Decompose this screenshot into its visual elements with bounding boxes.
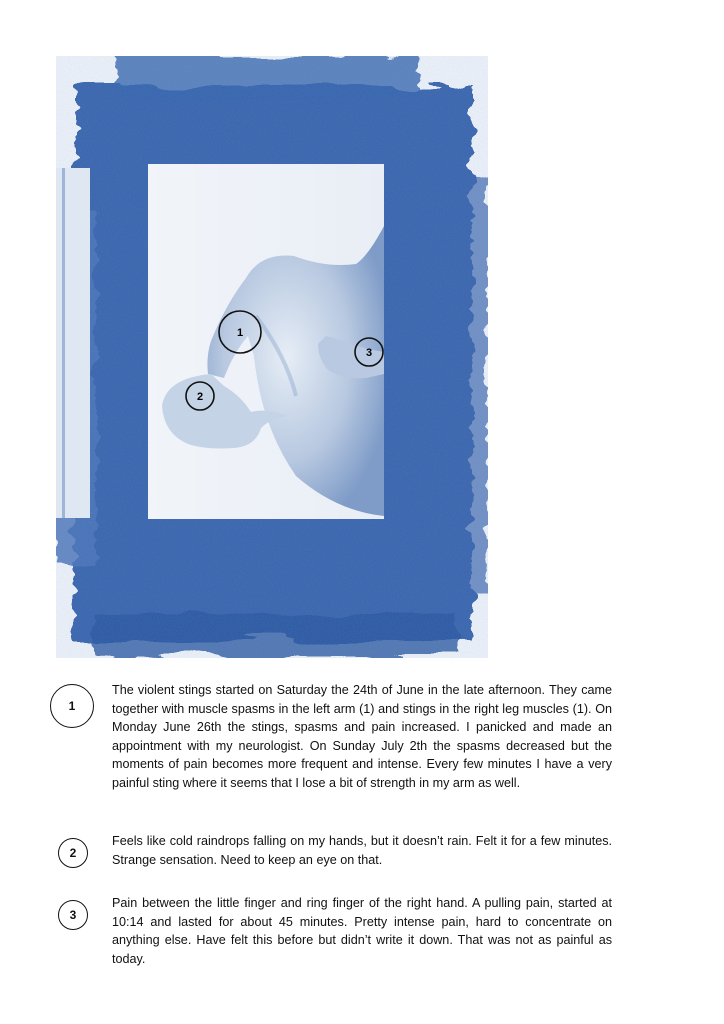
- marker-3: [355, 338, 383, 366]
- marker-2: [186, 382, 214, 410]
- marker-1: [219, 311, 261, 353]
- note-3-text: Pain between the little finger and ring finger of the right hand. A pulling pain, started at 10:14 and lasted for about 45 minutes. Pretty intense pain, hard to concentrate on anything else. Have felt this before but didn’t write it down. That was not as painful as today.: [112, 896, 612, 966]
- note-2-badge: 2: [58, 838, 88, 868]
- marker-3-label: 3: [365, 347, 373, 359]
- note-2-text: Feels like cold raindrops falling on my hands, but it doesn’t rain. Felt it for a few minutes. Strange sensation. Need to keep an eye on that.: [112, 834, 612, 867]
- note-3-badge: 3: [58, 900, 88, 930]
- note-1-text: The violent stings started on Saturday the 24th of June in the late afternoon. They came together with muscle spasms in the left arm (1) and stings in the right leg muscles (1). On Monday June 26th the stings, spasms and pain increased. I panicked and made an appointment with my neurologist. On Sunday July 2th the spasms decreased but the moments of pain becomes more frequent and intense. Every few minutes I have a very painful sting where it seems that I lose a bit of strength in my arm as well.: [112, 683, 612, 790]
- artwork-markers: [56, 56, 488, 658]
- marker-1-label: 1: [236, 327, 244, 339]
- note-1-badge: 1: [50, 684, 94, 728]
- marker-2-label: 2: [196, 391, 204, 403]
